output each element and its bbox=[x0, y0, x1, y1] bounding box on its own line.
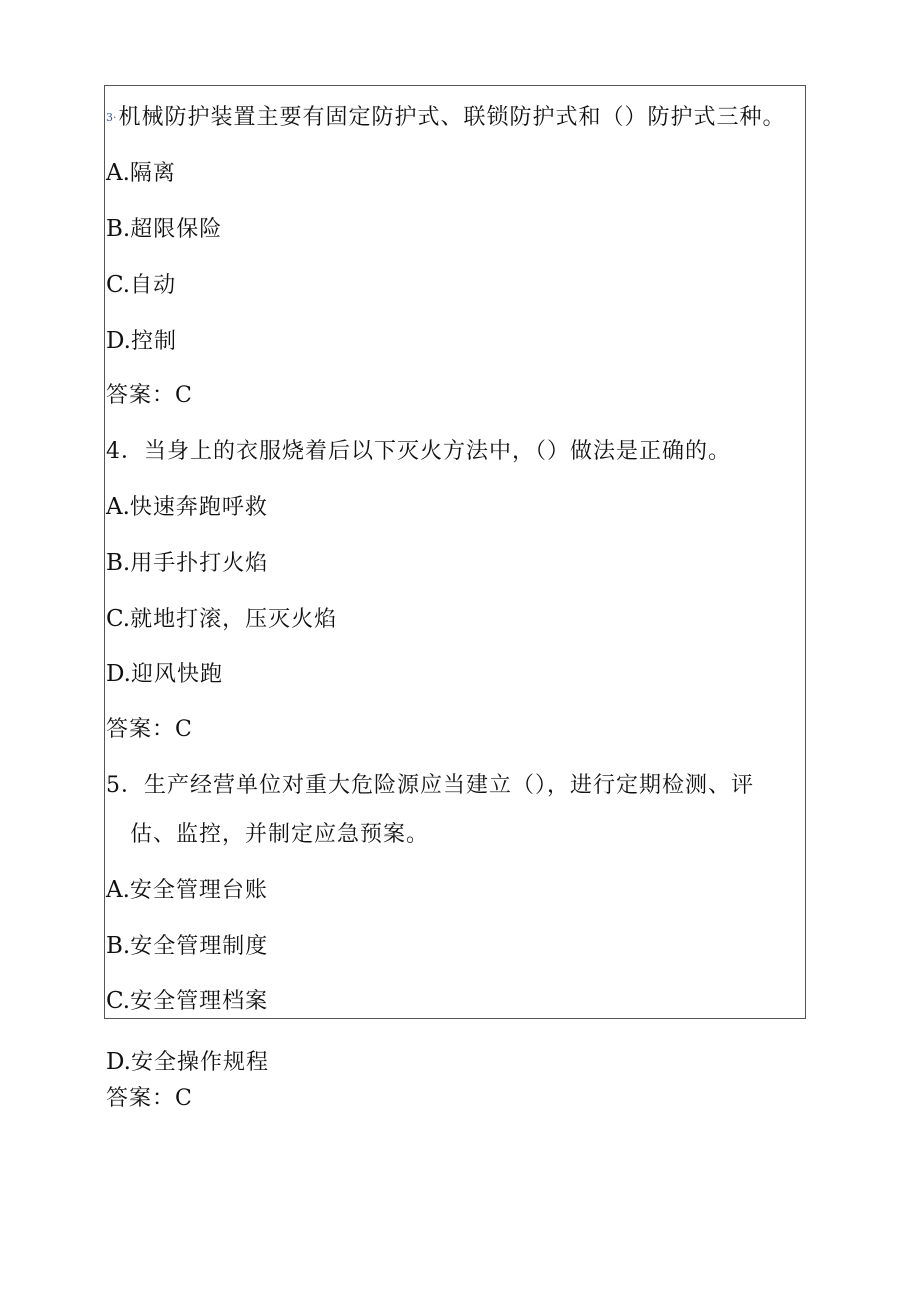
question-3-number: 3· bbox=[106, 111, 117, 124]
option-text: 自动 bbox=[130, 273, 177, 298]
question-3-option-a bbox=[106, 158, 176, 189]
question-4-option-b bbox=[106, 548, 268, 579]
question-5-text: ．生产经营单位对重大危险源应当建立（），进行定期检测、评 bbox=[121, 773, 755, 798]
option-letter: B. bbox=[106, 933, 131, 959]
option-text: 迎风快跑 bbox=[130, 662, 223, 687]
question-4-option-d bbox=[106, 659, 223, 690]
option-text: 安全管理台账 bbox=[129, 878, 268, 903]
question-5-option-d bbox=[106, 1047, 269, 1078]
option-text: 隔离 bbox=[129, 161, 176, 186]
option-letter: A. bbox=[106, 494, 130, 520]
option-letter: D. bbox=[106, 328, 131, 354]
option-text: 控制 bbox=[130, 329, 177, 354]
option-text: 用手扑打火焰 bbox=[130, 551, 269, 576]
option-letter: A. bbox=[106, 877, 130, 903]
question-3-text: 机械防护装置主要有固定防护式、联锁防护式和（）防护式三种。 bbox=[118, 105, 786, 130]
question-4-number: 4 bbox=[106, 439, 121, 464]
option-letter: A. bbox=[106, 160, 130, 186]
option-letter: C. bbox=[106, 988, 131, 1014]
question-5-option-a bbox=[106, 875, 268, 906]
option-letter: D. bbox=[106, 661, 131, 687]
option-text: 就地打滚，压灭火焰 bbox=[130, 607, 338, 632]
question-5-stem bbox=[106, 771, 754, 801]
question-4-text: ．当身上的衣服烧着后以下灭火方法中，（）做法是正确的。 bbox=[121, 439, 732, 464]
option-text: 快速奔跑呼救 bbox=[129, 495, 268, 520]
question-3-stem bbox=[106, 103, 786, 133]
option-letter: C. bbox=[106, 272, 131, 298]
question-3-answer: 答案：C bbox=[106, 383, 193, 408]
option-letter: B. bbox=[106, 550, 131, 576]
option-letter: D. bbox=[106, 1049, 131, 1075]
option-text: 超限保险 bbox=[130, 217, 223, 242]
question-4-stem bbox=[106, 437, 731, 467]
question-4-answer: 答案：C bbox=[106, 717, 193, 742]
question-5-option-b bbox=[106, 931, 268, 962]
option-letter: B. bbox=[106, 216, 131, 242]
option-text: 安全操作规程 bbox=[130, 1050, 269, 1075]
question-5-option-c bbox=[106, 986, 268, 1017]
question-3-option-c bbox=[106, 270, 176, 301]
question-5-answer: 答案：C bbox=[106, 1086, 193, 1111]
question-3-option-d bbox=[106, 326, 177, 357]
question-4-option-a bbox=[106, 492, 268, 523]
option-text: 安全管理制度 bbox=[130, 934, 269, 959]
option-letter: C. bbox=[106, 606, 131, 632]
question-4-option-c bbox=[106, 604, 337, 635]
option-text: 安全管理档案 bbox=[130, 989, 269, 1014]
question-3-option-b bbox=[106, 214, 222, 245]
question-5-stem-continued: 估、监控，并制定应急预案。 bbox=[130, 822, 430, 847]
question-5-number: 5 bbox=[106, 773, 121, 798]
